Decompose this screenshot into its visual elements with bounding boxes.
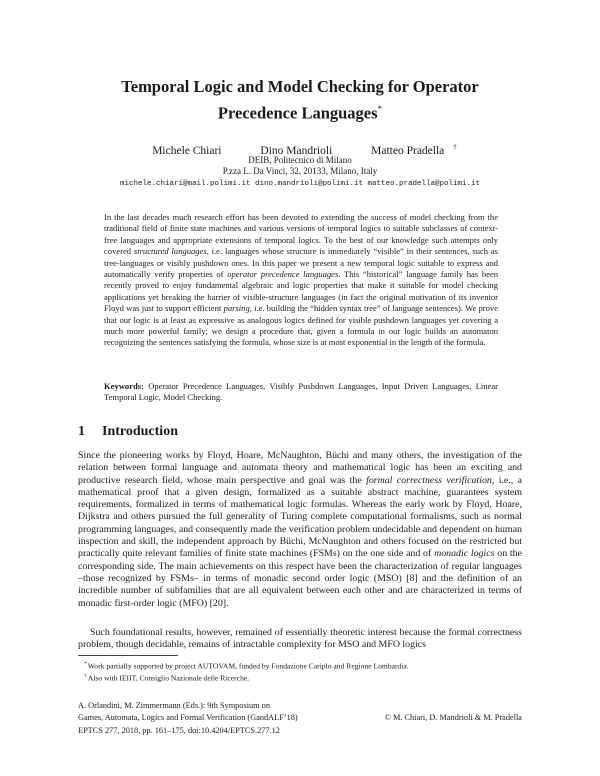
publication-line-3[interactable]: EPTCS 277, 2018, pp. 161–175, doi:10.4204/EPTCS.277.12 (78, 725, 280, 735)
title-footnote-mark: * (377, 104, 383, 114)
footnote-1: *Work partially supported by project AUTOVAM, funded by Fondazione Cariplo and Regione Lombardia. (84, 661, 409, 671)
keywords (104, 381, 498, 404)
intro-paragraph-1: Since the pioneering works by Floyd, Hoare, McNaughton, Büchi and many others, the investigation of the relation between formal language and automata theory and mathematical logic has been an exciting and productive research field, whose main perspective and goal was the formal correctness verification, i.e., a mathematical proof that a given design, formalized as a suitable abstract machine, guarantees system requirements, formalized in terms of mathematical logic formulas. Whereas the early work by Floyd, Hoare, Dijkstra and others pursued the full generality of Turing complete computational formalisms, such as normal programming languages, and consequently made the verification problem undecidable and dependent on human inspection and skill, the independent approach by Büchi, McNaughton and others focused on the restricted but practically quite relevant families of finite state machines (FSMs) on the one side and of monadic logics on the corresponding side. The main achievements on this respect have been the characterization of regular languages –those recognized by FSMs– in terms of monadic second order logic (MSO) [8] and the definition of an incredible number of subfamilies that are all equivalent between each other and are characterized in terms of monadic first-order logic (MFO) [20]. (78, 450, 522, 609)
abstract-em-parsing: parsing (223, 303, 250, 314)
footnote-2-mark: † (84, 673, 87, 679)
intro-em-formal-correctness: formal correctness verification (366, 474, 492, 486)
abstract-em-structured: structured languages (133, 246, 207, 257)
affiliation-dept: DEIB, Politecnico di Milano (248, 155, 352, 165)
author-mandrioli: Dino Mandrioli (260, 144, 333, 157)
title-line-2 (60, 98, 540, 125)
publication-line-2: Games, Automata, Logics and Formal Verification (GandALF’18) (78, 713, 298, 723)
copyright-notice: © M. Chiari, D. Mandrioli & M. Pradella (384, 713, 522, 722)
keywords-text: Operator Precedence Languages, Visibly Pushdown Languages, Input Driven Languages, Linear Temporal Logic, Model Checking. (104, 381, 498, 403)
publication-info (78, 700, 378, 737)
footnote-1-mark: * (84, 661, 87, 667)
author-emails[interactable]: michele.chiari@mail.polimi.it dino.mandrioli@polimi.it matteo.pradella@polimi.it (119, 180, 481, 188)
affiliation (60, 155, 540, 177)
footnote-2: †Also with IEIIT, Consiglio Nazionale delle Ricerche. (84, 673, 250, 683)
author-pradella: Matteo Pradella † (371, 143, 457, 157)
publication-line-1: A. Orlandini, M. Zimmermann (Eds.): 9th Symposium on (78, 701, 270, 710)
abstract: In the last decades much research effort has been devoted to extending the success of model checking from the traditional field of finite state machines and various versions of temporal logics to suitable subclasses of context-free languages and appropriate extensions of temporal logics. To the best of our knowledge such attempts only covered structured languages, i.e. languages whose structure is immediately “visible” in their sentences, such as tree-languages or visibly pushdown ones. In this paper we present a new temporal logic suitable to express and automatically verify properties of operator precedence languages. This “historical” language family has been recently proved to enjoy fundamental algebraic and logic properties that make it suitable for model checking applications yet breaking the barrier of visible-structure languages (in fact the original motivation of its inventor Floyd was just to support efficient parsing, i.e. building the “hidden syntax tree” of language sentences). We prove that our logic is at least as expressive as analogous logics defined for visible pushdown languages yet covering a much more powerful family; we design a procedure that, given a formula in our logic builds an automaton recognizing the sentences satisfying the formula, whose size is at most exponential in the length of the formula. (104, 212, 499, 348)
section-number: 1 (78, 424, 85, 439)
paper-title (60, 76, 540, 125)
title-line-1: Temporal Logic and Model Checking for Operator (121, 77, 479, 96)
intro-em-monadic-logics: monadic logics (434, 548, 495, 560)
footnote-rule (78, 655, 178, 656)
author-footnote-mark: † (453, 143, 457, 151)
author-chiari: Michele Chiari (152, 144, 222, 157)
keywords-label: Keywords: (104, 381, 144, 391)
affiliation-address: P.zza L. Da Vinci, 32, 20133, Milano, Italy (222, 166, 378, 176)
abstract-em-opl: operator precedence languages (227, 269, 339, 280)
intro-paragraph-2: Such foundational results, however, remained of essentially theoretic interest because the formal correctness problem, though decidable, remains of intractable complexity for MSO and MFO logics (78, 627, 522, 651)
section-title: Introduction (102, 424, 178, 439)
section-heading-introduction (78, 424, 178, 440)
title-line-2-text: Precedence Languages (217, 103, 378, 123)
